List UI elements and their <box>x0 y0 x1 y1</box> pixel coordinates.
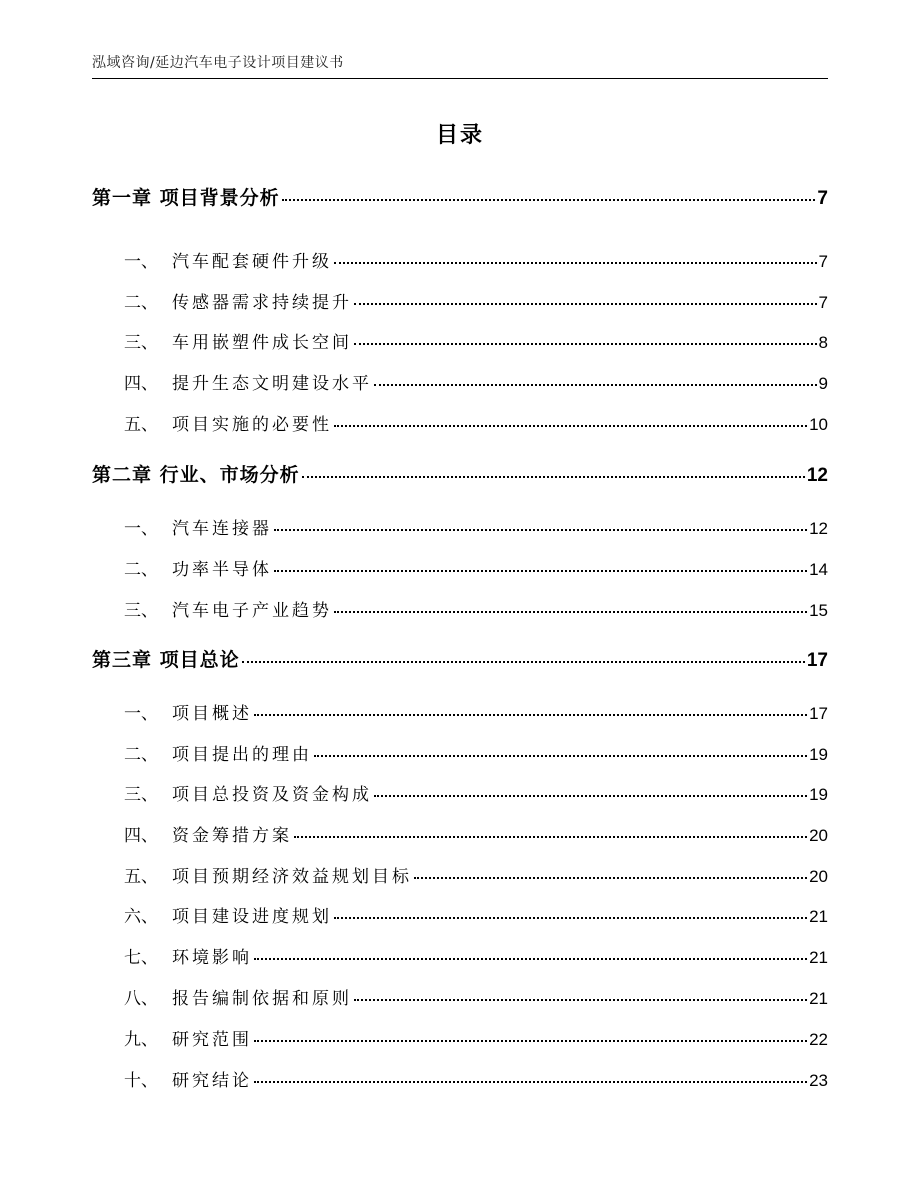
section-title: 汽车配套硬件升级 <box>172 252 332 272</box>
section-number: 二、 <box>124 293 158 313</box>
page-number: 20 <box>809 867 828 886</box>
page-number: 19 <box>809 745 828 764</box>
section-number: 九、 <box>124 1030 158 1050</box>
dot-leader <box>354 343 817 345</box>
section-title: 项目建设进度规划 <box>172 907 332 927</box>
dot-leader <box>254 958 807 960</box>
chapter-title: 第一章 项目背景分析 <box>92 187 280 209</box>
section-number: 三、 <box>124 601 158 621</box>
dot-leader <box>414 877 807 879</box>
toc-section[interactable] <box>92 943 828 968</box>
page-number: 10 <box>809 415 828 434</box>
page-number: 7 <box>818 252 828 271</box>
section-title: 项目实施的必要性 <box>172 415 332 435</box>
section-number: 十、 <box>124 1071 158 1091</box>
section-title: 环境影响 <box>172 948 252 968</box>
page-number: 8 <box>818 333 828 352</box>
toc-chapter-1[interactable] <box>92 183 828 210</box>
section-title: 项目提出的理由 <box>172 745 312 765</box>
toc-section[interactable] <box>92 1066 828 1091</box>
section-number: 四、 <box>124 374 158 394</box>
section-number: 三、 <box>124 785 158 805</box>
section-number: 三、 <box>124 333 158 353</box>
toc-section[interactable] <box>92 780 828 805</box>
toc-section[interactable] <box>92 369 828 394</box>
page-number: 9 <box>818 374 828 393</box>
toc-section[interactable] <box>92 821 828 846</box>
toc-section[interactable] <box>92 247 828 272</box>
section-number: 一、 <box>124 252 158 272</box>
toc-section[interactable] <box>92 596 828 621</box>
chapter-title: 第三章 项目总论 <box>92 649 240 671</box>
page-number: 23 <box>809 1071 828 1090</box>
dot-leader <box>302 476 805 478</box>
page-number: 21 <box>809 907 828 926</box>
section-title: 传感器需求持续提升 <box>172 293 352 313</box>
section-title: 资金筹措方案 <box>172 826 292 846</box>
toc-section[interactable] <box>92 740 828 765</box>
section-title: 提升生态文明建设水平 <box>172 374 372 394</box>
dot-leader <box>294 836 807 838</box>
page-number: 17 <box>809 704 828 723</box>
section-title: 车用嵌塑件成长空间 <box>172 333 352 353</box>
section-number: 一、 <box>124 704 158 724</box>
section-title: 汽车连接器 <box>172 519 272 539</box>
section-number: 四、 <box>124 826 158 846</box>
document-header: 泓域咨询/延边汽车电子设计项目建议书 <box>92 55 344 71</box>
toc-title: 目录 <box>435 123 484 148</box>
section-title: 项目概述 <box>172 704 252 724</box>
page-number: 22 <box>809 1030 828 1049</box>
toc-section[interactable] <box>92 699 828 724</box>
page-number: 12 <box>806 465 828 486</box>
page-number: 15 <box>809 601 828 620</box>
page-number: 21 <box>809 948 828 967</box>
dot-leader <box>334 611 807 613</box>
dot-leader <box>314 755 807 757</box>
toc-section[interactable] <box>92 555 828 580</box>
page-number: 7 <box>817 188 828 209</box>
dot-leader <box>354 999 807 1001</box>
toc-chapter-2[interactable] <box>92 460 828 487</box>
dot-leader <box>242 661 805 663</box>
dot-leader <box>354 303 817 305</box>
chapter-title: 第二章 行业、市场分析 <box>92 464 300 486</box>
toc-section[interactable] <box>92 1025 828 1050</box>
dot-leader <box>334 917 807 919</box>
toc-section[interactable] <box>92 410 828 435</box>
page-number: 20 <box>809 826 828 845</box>
page-number: 19 <box>809 785 828 804</box>
dot-leader <box>254 1081 807 1083</box>
page-number: 12 <box>809 519 828 538</box>
toc-section[interactable] <box>92 984 828 1009</box>
section-number: 一、 <box>124 519 158 539</box>
page-number: 7 <box>818 293 828 312</box>
dot-leader <box>374 795 807 797</box>
section-title: 功率半导体 <box>172 560 272 580</box>
dot-leader <box>334 262 817 264</box>
dot-leader <box>254 714 807 716</box>
header-divider <box>92 78 828 79</box>
section-number: 二、 <box>124 560 158 580</box>
dot-leader <box>334 425 807 427</box>
section-number: 五、 <box>124 415 158 435</box>
section-title: 研究结论 <box>172 1071 252 1091</box>
section-title: 报告编制依据和原则 <box>172 989 352 1009</box>
dot-leader <box>282 199 816 201</box>
dot-leader <box>274 529 807 531</box>
page-number: 21 <box>809 989 828 1008</box>
section-title: 项目预期经济效益规划目标 <box>172 867 412 887</box>
toc-section[interactable] <box>92 902 828 927</box>
section-number: 二、 <box>124 745 158 765</box>
toc-section[interactable] <box>92 288 828 313</box>
toc-section[interactable] <box>92 514 828 539</box>
page-number: 17 <box>806 650 828 671</box>
section-number: 五、 <box>124 867 158 887</box>
toc-section[interactable] <box>92 862 828 887</box>
dot-leader <box>374 384 817 386</box>
dot-leader <box>274 570 807 572</box>
toc-section[interactable] <box>92 328 828 353</box>
page-number: 14 <box>809 560 828 579</box>
section-number: 八、 <box>124 989 158 1009</box>
section-number: 七、 <box>124 948 158 968</box>
section-title: 项目总投资及资金构成 <box>172 785 372 805</box>
dot-leader <box>254 1040 807 1042</box>
section-title: 汽车电子产业趋势 <box>172 601 332 621</box>
section-title: 研究范围 <box>172 1030 252 1050</box>
section-number: 六、 <box>124 907 158 927</box>
toc-chapter-3[interactable] <box>92 645 828 672</box>
